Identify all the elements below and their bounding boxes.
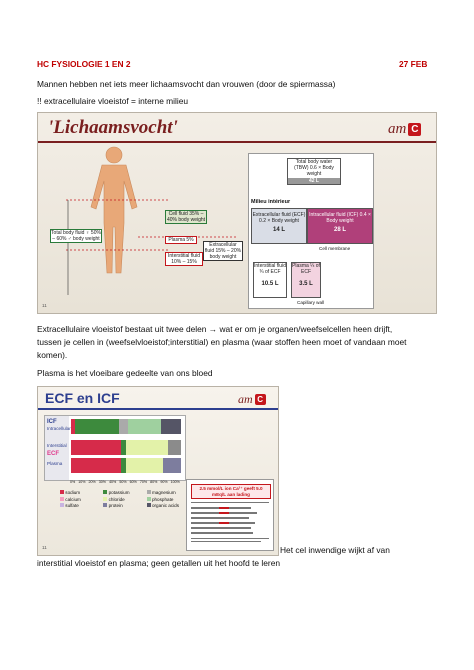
ecf-value: 14 L [272, 227, 285, 233]
plasma-compartment-value: 3.5 L [299, 281, 313, 287]
bar-segment [75, 419, 119, 434]
plasma-box: Plasma 5% [165, 236, 197, 244]
isf-value: 10.5 L [261, 281, 279, 287]
ecf-row-label: ECF [47, 451, 59, 457]
paragraph-1: Mannen hebben net iets meer lichaamsvocht dan vrouwen (door de spiermassa) [37, 79, 336, 89]
slide-page-number: 11 [42, 303, 47, 308]
bar-segment [119, 419, 128, 434]
amc-logo [238, 392, 266, 407]
document-title: HC FYSIOLOGIE 1 EN 2 [37, 59, 131, 69]
legend-item: magnesium [147, 490, 190, 496]
paragraph-3b: tussen je cellen in (weefselvloeistof;interstitial) en plasma (waar stoffen heen moet of vandaan moet [37, 337, 407, 347]
legend-item: chloride [103, 497, 146, 503]
slide-title: 'Lichaamsvocht' [48, 117, 178, 138]
chart-legend [60, 490, 190, 509]
slide-lichaamsvocht [37, 112, 437, 314]
paragraph-5a: Het cel inwendige wijkt af van [280, 545, 390, 555]
icf-bar [71, 419, 181, 434]
logo-text: am [238, 392, 253, 406]
bar-segment [168, 440, 181, 455]
title-rule [38, 141, 436, 143]
capillary-wall-label: Capillary wall [297, 300, 325, 305]
cell-membrane-label: Cell membrane [319, 246, 351, 251]
bar-segment [126, 458, 163, 473]
amc-logo [388, 121, 421, 138]
logo-text: am [388, 121, 407, 137]
ion-table [186, 479, 274, 551]
calcium-note: 2.5 mmol/L ion Ca²⁺ geeft 5.0 mEq/L aan lading [191, 484, 271, 499]
legend-item: calcium [60, 497, 103, 503]
axis-tick: 70% [139, 480, 148, 484]
isf-box [253, 262, 287, 298]
interstitial-row-sublabel: Interstitial [47, 443, 67, 448]
ecf-label: Extracellular fluid (ECF) 0.2 × Body weight [252, 212, 306, 224]
axis-tick: 80% [150, 480, 158, 484]
ion-table-rows-icon [191, 502, 269, 546]
total-body-fluid-box: Total body fluid ♀ 50% – 60% ♂ body weight [51, 230, 101, 242]
icf-row-label: ICF [47, 419, 57, 425]
icf-label: Intracellular fluid (ICF) 0.4 × Body weight [309, 212, 371, 224]
bar-segment [163, 458, 181, 473]
extracellular-box: Extracellular fluid 15% – 20% body weight [204, 242, 242, 260]
title-rule [38, 408, 278, 410]
icf-row-sublabel: Intracellular [47, 426, 71, 431]
composition-chart [44, 415, 186, 481]
paragraph-3a: Extracellulaire vloeistof bestaat uit twee delen → wat er om je organen/weefselcellen heen drijft, [37, 324, 393, 334]
paragraph-5b: interstitial vloeistof en plasma; geen getallen uit het hoofd te leren [37, 558, 281, 568]
slide-page-number: 11 [42, 545, 47, 550]
axis-tick: 0% [70, 480, 76, 484]
milieu-label: Milieu intérieur [251, 199, 291, 205]
axis-tick: 20% [88, 480, 96, 484]
chart-axis [70, 480, 180, 486]
legend-item: potassium [103, 490, 146, 496]
bar-segment [71, 440, 121, 455]
bar-segment [126, 440, 168, 455]
slide-title: ECF en ICF [45, 390, 120, 406]
bar-segment [128, 419, 161, 434]
icf-value: 28 L [333, 227, 346, 233]
axis-tick: 30% [98, 480, 106, 484]
legend-item: phosphate [147, 497, 190, 503]
interstitial-bar [71, 440, 181, 455]
plasma-compartment-label: Plasma ¼ of ECF [292, 263, 320, 275]
axis-tick: 90% [160, 480, 168, 484]
axis-tick: 60% [129, 480, 137, 484]
interstitial-box: Interstitial fluid 10% – 15% [165, 252, 203, 266]
axis-tick: 40% [109, 480, 117, 484]
document-date: 27 FEB [399, 59, 428, 69]
fluid-compartments-diagram [248, 153, 374, 309]
bar-segment [161, 419, 181, 434]
slide-ecf-icf [37, 386, 279, 556]
paragraph-4: Plasma is het vloeibare gedeelte van ons bloed [37, 368, 213, 378]
tbw-box [287, 158, 341, 185]
axis-tick: 100% [170, 480, 180, 484]
isf-label: Interstitial fluid ¾ of ECF [254, 263, 286, 275]
paragraph-3c: komen). [37, 350, 68, 360]
plasma-compartment-box [291, 262, 321, 298]
legend-item: sodium [60, 490, 103, 496]
plasma-row-sublabel: Plasma [47, 461, 63, 466]
ecf-box [251, 208, 307, 244]
cell-fluid-box: Cell fluid 35% – 40% body weight [166, 211, 206, 223]
logo-mark-icon: C [408, 123, 421, 136]
legend-item: sulfate [60, 503, 103, 509]
plasma-bar [71, 458, 181, 473]
paragraph-2: !! extracellulaire vloeistof = interne milieu [37, 96, 189, 106]
legend-item: organic acids [147, 503, 190, 509]
body-figure-icon [38, 145, 238, 311]
logo-mark-icon: C [255, 394, 266, 405]
bar-segment [71, 458, 121, 473]
legend-item: protein [103, 503, 146, 509]
icf-box [307, 208, 373, 244]
tbw-label: Total body water (TBW) 0.6 × Body weight [294, 159, 334, 177]
tbw-value: 42 L [288, 178, 340, 184]
axis-tick: 50% [119, 480, 127, 484]
axis-tick: 10% [78, 480, 86, 484]
